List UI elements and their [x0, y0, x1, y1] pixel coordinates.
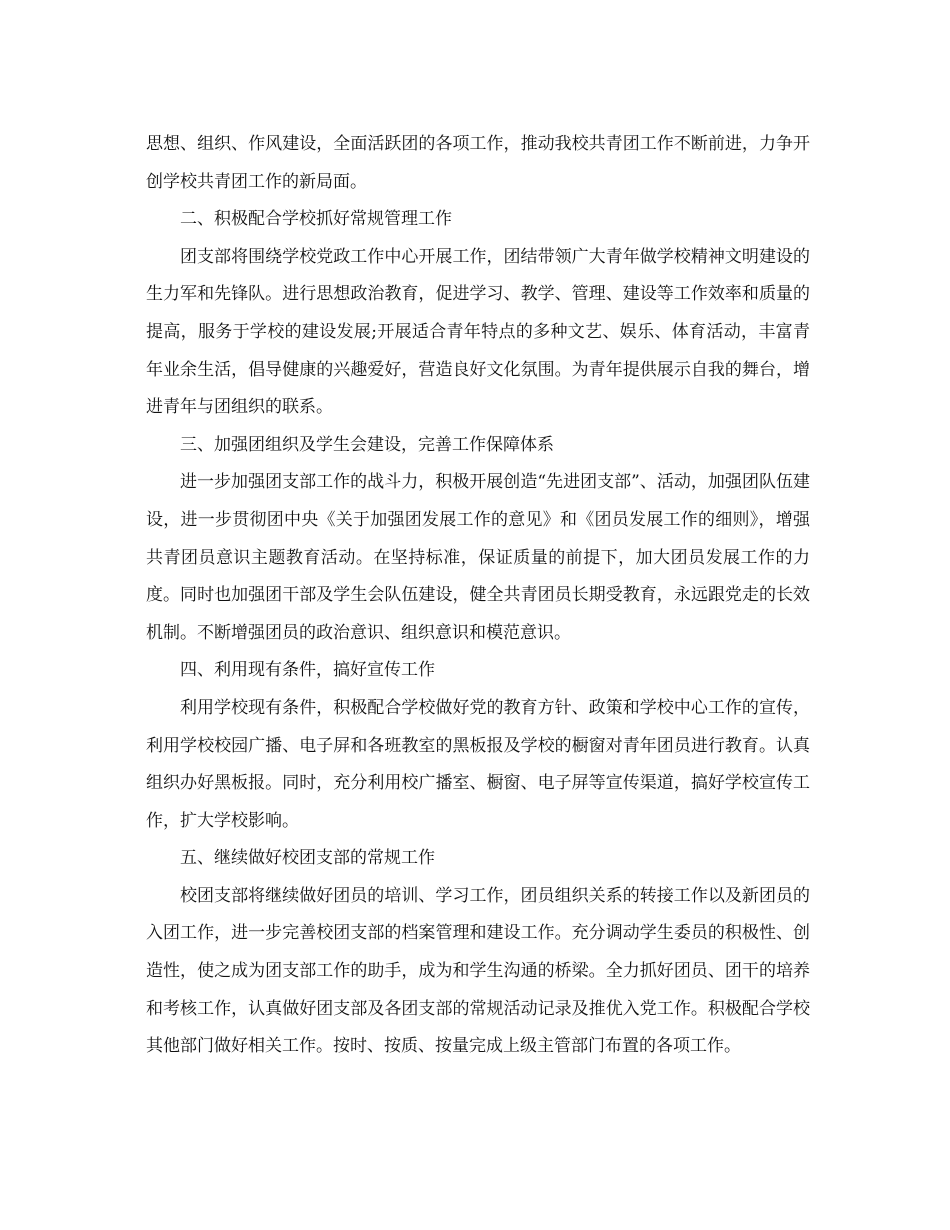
- paragraph-section-5: 校团支部将继续做好团员的培训、学习工作，团员组织关系的转接工作以及新团员的入团工作，进一步完善校团支部的档案管理和建设工作。充分调动学生委员的积极性、创造性，使之成为团支部工作的助手，成为和学生沟通的桥梁。全力抓好团员、团干的培养和考核工作，认真做好团支部及各团支部的常规活动记录及推优入党工作。积极配合学校其他部门做好相关工作。按时、按质、按量完成上级主管部门布置的各项工作。: [146, 885, 810, 1057]
- paragraph-section-4: 利用学校现有条件，积极配合学校做好党的教育方针、政策和学校中心工作的宣传，利用学校校园广播、电子屏和各班教室的黑板报及学校的橱窗对青年团员进行教育。认真组织办好黑板报。同时，充分利用校广播室、橱窗、电子屏等宣传渠道，搞好学校宣传工作，扩大学校影响。: [146, 697, 810, 831]
- paragraph-continued: 思想、组织、作风建设，全面活跃团的各项工作，推动我校共青团工作不断前进，力争开创学校共青团工作的新局面。: [146, 134, 810, 192]
- document-page: [146, 126, 810, 1066]
- section-heading-2: 二、积极配合学校抓好常规管理工作: [180, 209, 452, 230]
- section-heading-4: 四、利用现有条件，搞好宣传工作: [180, 660, 435, 681]
- section-heading-3: 三、加强团组织及学生会建设，完善工作保障体系: [180, 434, 554, 455]
- section-heading-5: 五、继续做好校团支部的常规工作: [180, 848, 435, 869]
- paragraph-section-2: 团支部将围绕学校党政工作中心开展工作，团结带领广大青年做学校精神文明建设的生力军和先锋队。进行思想政治教育，促进学习、教学、管理、建设等工作效率和质量的提高，服务于学校的建设发展;开展适合青年特点的多种文艺、娱乐、体育活动，丰富青年业余生活，倡导健康的兴趣爱好，营造良好文化氛围。为青年提供展示自我的舞台，增进青年与团组织的联系。: [146, 246, 810, 418]
- paragraph-section-3: 进一步加强团支部工作的战斗力，积极开展创造“先进团支部”、活动，加强团队伍建设，进一步贯彻团中央《关于加强团发展工作的意见》和《团员发展工作的细则》，增强共青团员意识主题教育活动。在坚持标准，保证质量的前提下，加大团员发展工作的力度。同时也加强团干部及学生会队伍建设，健全共青团员长期受教育，永远跟党走的长效机制。不断增强团员的政治意识、组织意识和模范意识。: [146, 472, 810, 643]
